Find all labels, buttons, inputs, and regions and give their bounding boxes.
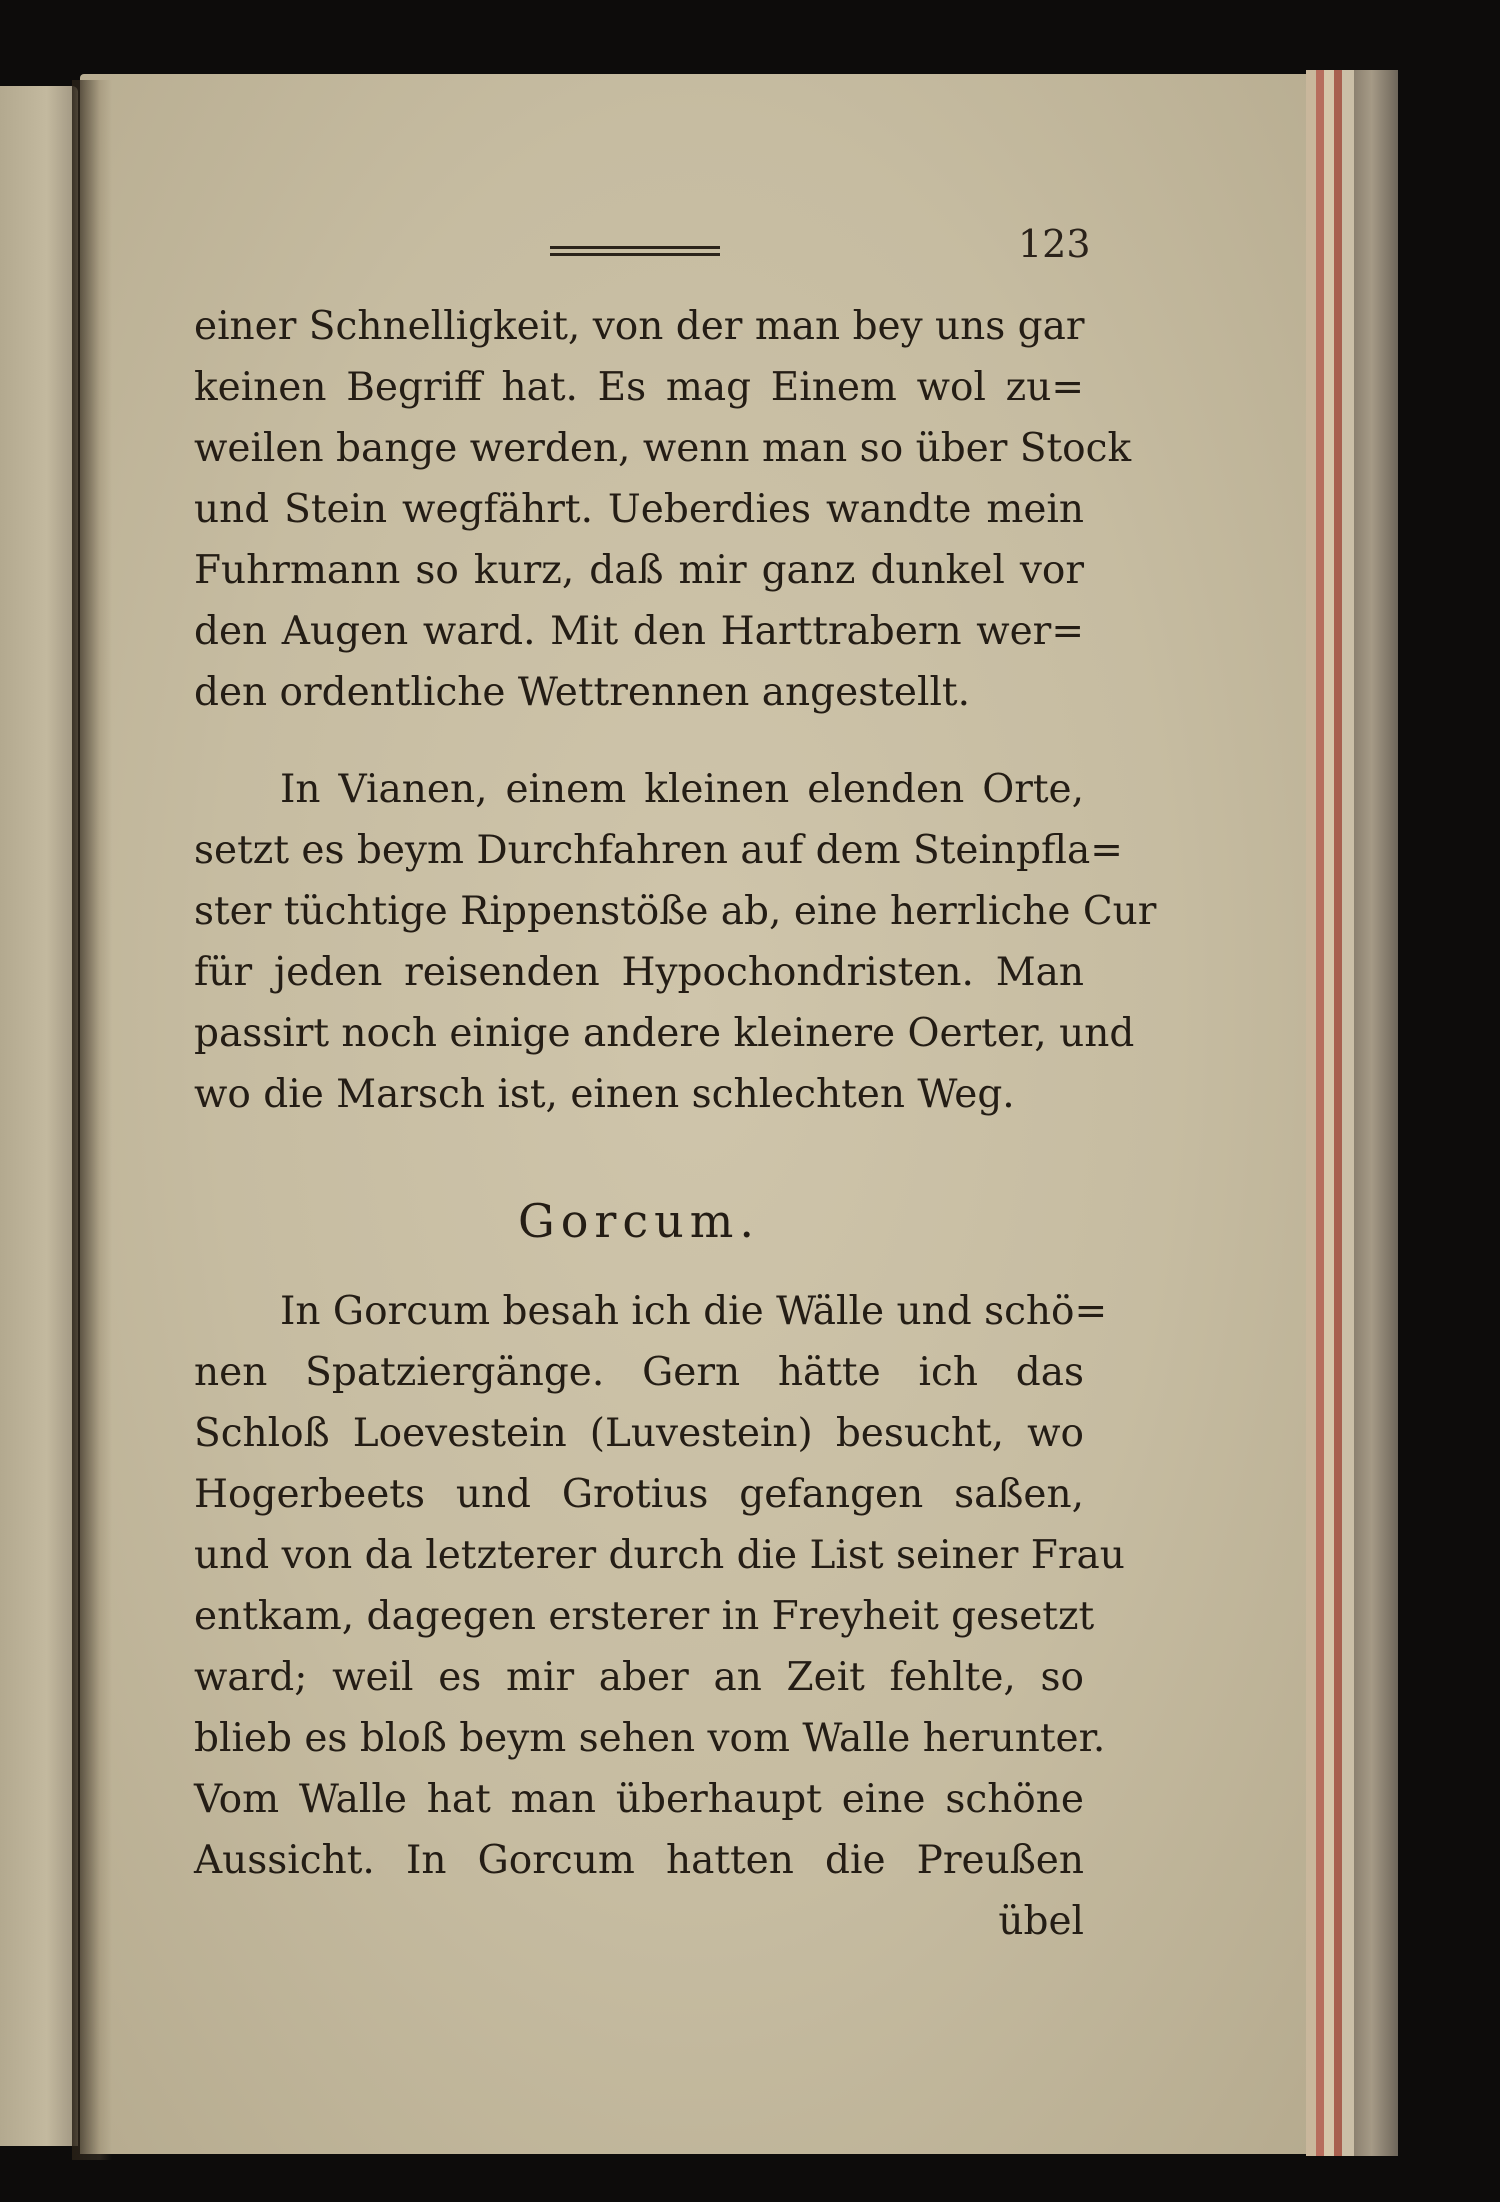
text-line: keinen Begriff hat. Es mag Einem wol zu= — [194, 365, 1084, 410]
book-cover-edge — [1354, 70, 1398, 2156]
fore-edge — [1316, 70, 1324, 2156]
paragraph — [194, 1281, 1125, 1952]
text-line: und von da letzterer durch die List seiner Frau — [194, 1533, 1125, 1578]
text-line: entkam, dagegen ersterer in Freyheit gesetzt — [194, 1594, 1095, 1639]
text-line: und Stein wegfährt. Ueberdies wandte mein — [194, 487, 1084, 532]
fore-edge — [1324, 70, 1334, 2156]
text-line: ward; weil es mir aber an Zeit fehlte, so — [194, 1655, 1084, 1700]
text-line: blieb es bloß beym sehen vom Walle herunter. — [194, 1716, 1106, 1761]
text-line: Aussicht. In Gorcum hatten die Preußen — [194, 1838, 1084, 1883]
header-double-rule — [550, 246, 720, 260]
paragraph — [194, 759, 1157, 1125]
text-line: einer Schnelligkeit, von der man bey uns gar — [194, 304, 1085, 349]
text-line: In Vianen, einem kleinen elenden Orte, — [280, 767, 1084, 812]
text-line: den Augen ward. Mit den Harttrabern wer= — [194, 609, 1084, 654]
previous-page-edge — [0, 86, 78, 2146]
fore-edge — [1334, 70, 1342, 2156]
text-line: In Gorcum besah ich die Wälle und schö= — [280, 1289, 1108, 1334]
text-line: Hogerbeets und Grotius gefangen saßen, — [194, 1472, 1084, 1517]
text-line: den ordentliche Wettrennen angestellt. — [194, 670, 970, 715]
catchword: übel — [998, 1899, 1084, 1944]
text-line: für jeden reisenden Hypochondristen. Man — [194, 950, 1084, 995]
page-number: 123 — [1018, 222, 1091, 266]
text-line: Fuhrmann so kurz, daß mir ganz dunkel vor — [194, 548, 1084, 593]
fore-edge — [1306, 70, 1316, 2156]
section-heading: Gorcum. — [517, 1194, 761, 1248]
page-gutter — [72, 80, 112, 2160]
page-body — [194, 296, 1157, 1952]
text-line: Vom Walle hat man überhaupt eine schöne — [194, 1777, 1084, 1822]
text-line: setzt es beym Durchfahren auf dem Steinpfla= — [194, 828, 1123, 873]
text-line: wo die Marsch ist, einen schlechten Weg. — [194, 1072, 1015, 1117]
text-line: nen Spatziergänge. Gern hätte ich das — [194, 1350, 1084, 1395]
text-line: Schloß Loevestein (Luvestein) besucht, wo — [194, 1411, 1084, 1456]
fore-edge — [1342, 70, 1354, 2156]
text-line: ster tüchtige Rippenstöße ab, eine herrliche Cur — [194, 889, 1157, 934]
text-line: weilen bange werden, wenn man so über Stock — [194, 426, 1132, 471]
paragraph — [194, 296, 1132, 723]
text-line: passirt noch einige andere kleinere Oerter, und — [194, 1011, 1135, 1056]
